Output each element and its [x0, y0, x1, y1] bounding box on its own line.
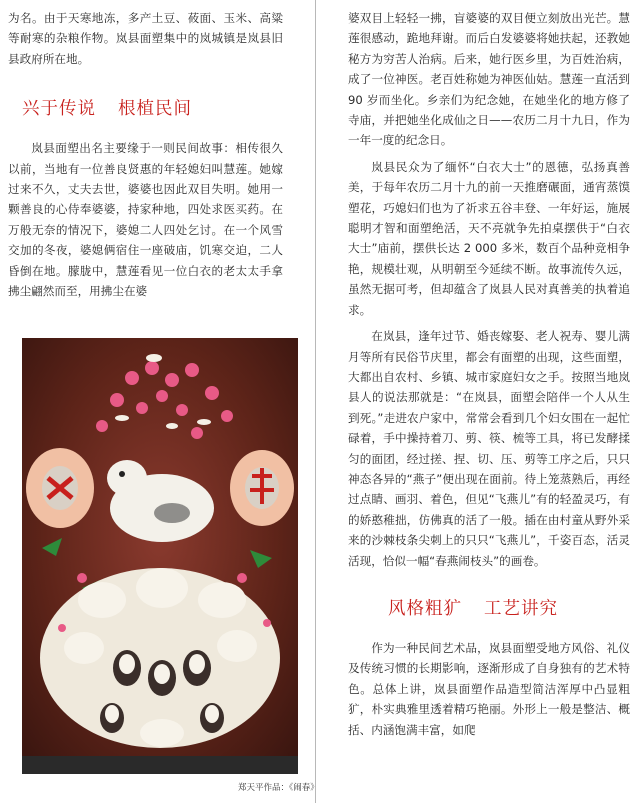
right-paragraph-2: 岚县民众为了缅怀“白衣大士”的恩德，弘扬真善美，于每年农历二月十九的前一天推磨碾面，通宵蒸馍塑花，巧媳妇们也为了祈求五谷丰登、一年好运，施展聪明才智和面塑绝活，天不亮就争先拍桌摆供于“白衣大士”庙前，摆供长达 2 000 多米，数百个品种竞相争艳，规模壮观，从明朝至今延续不断。故事流传久远，虽然无据可考，但却蕴含了岚县人民对真善美的执着追求。: [348, 159, 630, 317]
intro-paragraph: 为名。由于天寒地冻，多产土豆、莜面、玉米、高粱等耐寒的杂粮作物。岚县面塑集中的岚城镇是岚县旧县政府所在地。: [8, 11, 283, 66]
heading-part-1: 兴于传说: [22, 99, 96, 120]
section-heading-style: [388, 595, 630, 620]
heading-part-1: 风格粗犷: [388, 598, 462, 619]
right-paragraph-1: 婆双目上轻轻一拂，盲婆婆的双目便立刻放出光芒。慧莲很感动，跪地拜谢。而后白发婆婆将她扶起，还教她秘方为穷苦人治病。后来，她行医乡里，为百姓治病，成了一位神医。老百姓称她为神医仙姑。慧莲一直活到 90 岁而坐化。乡亲们为纪念她，在她坐化的地方修了寺庙，并把她坐化成仙之日——农历二月十九日，作为一年一度的纪念日。: [348, 11, 630, 148]
column-divider: [315, 0, 316, 803]
heading-part-2: 根植民间: [118, 99, 192, 120]
photo-caption: 郑天平作品：《闹春》: [238, 783, 319, 793]
right-paragraph-3: 在岚县，逢年过节、婚丧嫁娶、老人祝寿、婴儿满月等所有民俗节庆里，都会有面塑的出现，这些面塑，大都出自农村、乡镇、城市家庭妇女之手。按照当地岚县人的说法那就是：“在岚县，面塑会陪伴一个人从生到死。”走进农户家中，常常会看到几个妇女围在一起忙碌着，手中操持着刀、剪、筷、梳等工具，将已发酵揉匀的面团，经过搓、捏、切、压、剪等工序之后，只只神态各异的“燕子”便出现在面前。待上笼蒸熟后，再经过点睛、画羽、着色，但见“飞燕儿”有的轻盈灵巧，有的娇憨稚拙，仿佛真的活了一般。插在由村童从野外采来的沙棘枝条尖刺上的只只“飞燕儿”，千姿百态，活灵活现，恰似一幅“春燕闹枝头”的画卷。: [348, 329, 630, 568]
heading-part-2: 工艺讲究: [484, 598, 558, 619]
dough-sculpture-photo: [22, 338, 298, 774]
right-column: [348, 8, 630, 740]
section-heading-legend: [22, 95, 283, 120]
legend-paragraph: 岚县面塑出名主要缘于一则民间故事：相传很久以前，当地有一位善良贤惠的年轻媳妇叫慧莲。她嫁过来不久，丈夫去世，婆婆也因此双目失明。她用一颗善良的心侍奉婆婆，持家种地，四处求医买药。在万般无奈的情况下，婆媳二人四处乞讨。在一个风雪交加的冬夜，婆媳俩宿住一座破庙，饥寒交迫，二人昏倒在地。朦胧中，慧莲看见一位白衣的老太太手拿拂尘翩然而至，用拂尘在婆: [8, 141, 283, 299]
left-column: [8, 8, 283, 301]
right-paragraph-4: 作为一种民间艺术品，岚县面塑受地方风俗、礼仪及传统习惯的长期影响，逐渐形成了自身独有的艺术特色。总体上讲，岚县面塑作品造型简洁浑厚中凸显粗犷，朴实典雅里透着精巧艳丽。外形上一般是整洁、概括、内涵饱满丰富，如爬: [348, 640, 630, 737]
